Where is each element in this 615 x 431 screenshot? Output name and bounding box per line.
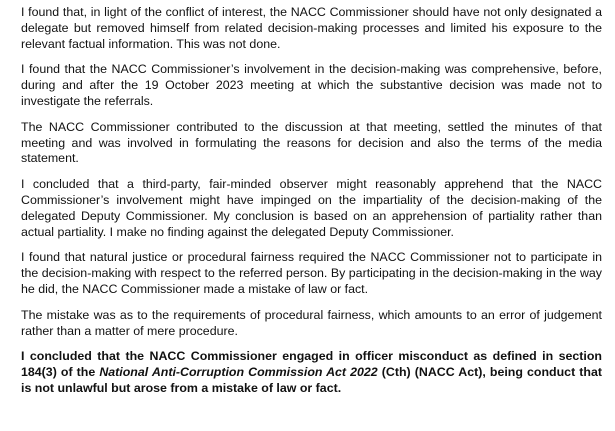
paragraph-commissioner-involvement: I found that the NACC Commissioner’s involvement in the decision-making was comprehensive, before, during and after the 19 October 2023 meeting at which the substantive decision was made not to investigate the referrals.	[21, 62, 602, 108]
act-title: National Anti-Corruption Commission Act 2022	[99, 365, 378, 380]
paragraph-error-of-judgement: The mistake was as to the requirements of procedural fairness, which amounts to an error of judgement rather than a matter of mere procedure.	[21, 307, 602, 338]
conclusion-text-start: I concluded that the NACC Commissioner engaged in officer misconduct as defined in section 184(3) of the	[21, 349, 602, 380]
paragraph-apprehended-bias: I concluded that a third-party, fair-minded observer might reasonably apprehend that the NACC Commissioner’s involvement might have impinged on the impartiality of the decision-making of the delegated Deputy Commissioner. My conclusion is based on an apprehension of partiality rather than actual partiality. I make no finding against the delegated Deputy Commissioner.	[21, 177, 602, 239]
paragraph-misconduct-conclusion	[21, 349, 602, 396]
paragraph-conflict-of-interest: I found that, in light of the conflict of interest, the NACC Commissioner should have not only designated a delegate but removed himself from related decision-making processes and limited his exposure to the relevant factual information. This was not done.	[21, 5, 602, 51]
paragraph-procedural-fairness: I found that natural justice or procedural fairness required the NACC Commissioner not to participate in the decision-making with respect to the referred person. By participating in the decision-making in the way he did, the NACC Commissioner made a mistake of law or fact.	[21, 250, 602, 296]
conclusion-text-end: (Cth) (NACC Act), being conduct that is not unlawful but arose from a mistake of law or fact.	[21, 365, 602, 395]
paragraph-meeting-contribution: The NACC Commissioner contributed to the discussion at that meeting, settled the minutes of that meeting and was involved in formulating the reasons for decision and also the terms of the media statement.	[21, 119, 602, 166]
